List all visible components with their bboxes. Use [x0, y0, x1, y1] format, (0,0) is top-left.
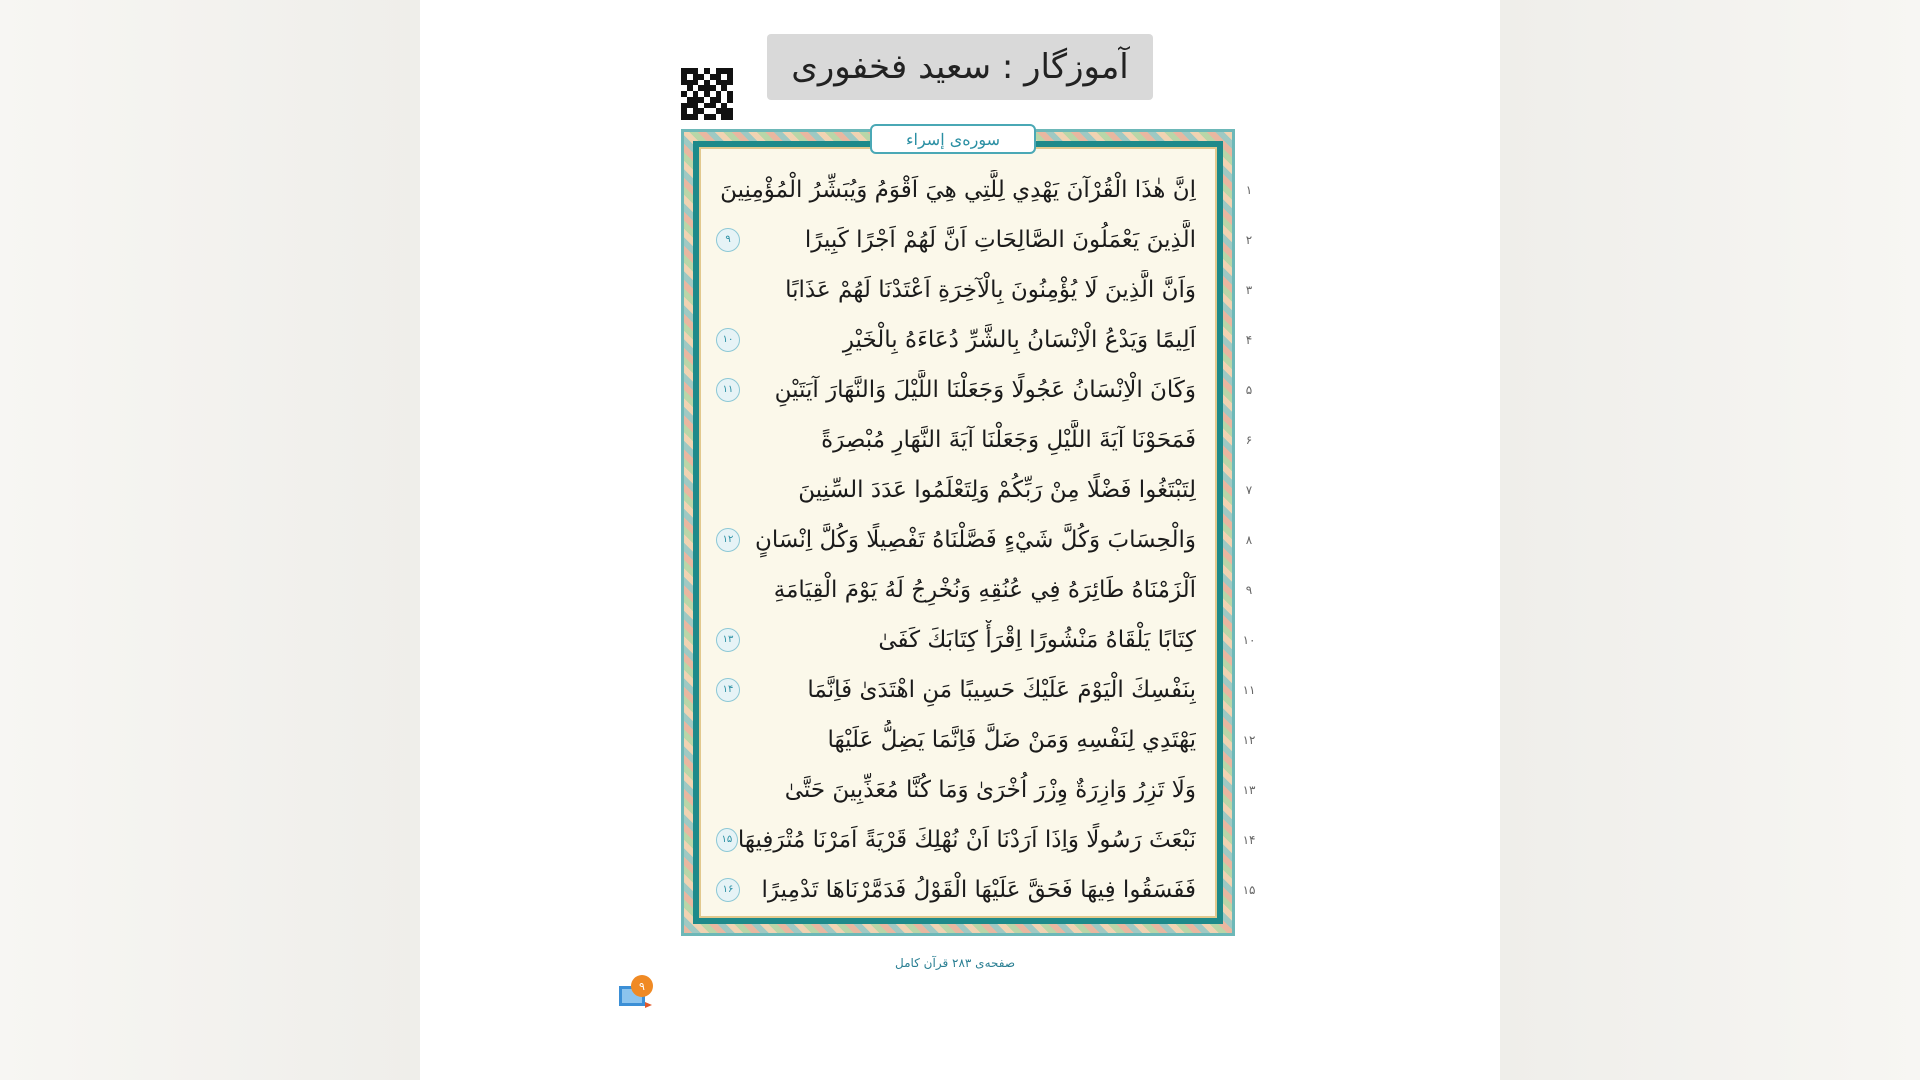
book-arrow-shape	[645, 1002, 652, 1008]
verse-text: لِتَبْتَغُوا فَضْلًا مِنْ رَبِّكُمْ وَلِتَعْلَمُوا عَدَدَ السِّنِينَ	[798, 477, 1196, 503]
verse-text: اَلْزَمْنَاهُ طَائِرَهُ فِي عُنُقِهِ وَنُخْرِجُ لَهُ يَوْمَ الْقِيَامَةِ	[773, 577, 1196, 603]
verse-line	[716, 570, 1196, 610]
verse-line	[716, 620, 1196, 660]
line-number: ۷	[1245, 483, 1253, 497]
verse-line	[716, 720, 1196, 760]
ayah-marker-icon: ۱۰	[716, 328, 740, 352]
verse-line	[716, 370, 1196, 410]
line-number: ۱۱	[1242, 683, 1256, 697]
line-number: ۱۴	[1242, 833, 1256, 847]
verse-text: يَهْتَدِي لِنَفْسِهِ وَمَنْ ضَلَّ فَاِنَّمَا يَضِلُّ عَلَيْهَا	[827, 727, 1196, 753]
verse-line	[716, 820, 1196, 860]
verse-line	[716, 170, 1196, 210]
verse-text: فَمَحَوْنَا آيَةَ اللَّيْلِ وَجَعَلْنَا آيَةَ النَّهَارِ مُبْصِرَةً	[821, 427, 1196, 453]
line-number: ۱۲	[1242, 733, 1256, 747]
verse-text: وَكَانَ الْاِنْسَانُ عَجُولًا وَجَعَلْنَا اللَّيْلَ وَالنَّهَارَ آيَتَيْنِ	[774, 377, 1196, 403]
line-number: ۱۵	[1242, 883, 1256, 897]
book-icon[interactable]	[616, 972, 658, 1012]
ayah-marker-icon: ۹	[716, 228, 740, 252]
ayah-marker-icon: ۱۵	[716, 828, 738, 852]
teacher-label: آموزگار : سعید فخفوری	[767, 34, 1153, 100]
background-left	[0, 0, 420, 1080]
verse-line	[716, 470, 1196, 510]
line-number: ۱۰	[1242, 633, 1256, 647]
verse-line	[716, 670, 1196, 710]
line-number: ۲	[1245, 233, 1253, 247]
verse-text: اِنَّ هٰذَا الْقُرْآنَ يَهْدِي لِلَّتِي هِيَ اَقْوَمُ وَيُبَشِّرُ الْمُؤْمِنِينَ	[720, 177, 1196, 203]
qr-code-icon[interactable]	[681, 68, 733, 120]
verse-text: كِتَابًا يَلْقَاهُ مَنْشُورًا اِقْرَأْ كِتَابَكَ كَفَىٰ	[878, 627, 1196, 653]
ayah-marker-icon: ۱۲	[716, 528, 740, 552]
ayah-marker-icon: ۱۳	[716, 628, 740, 652]
verse-line	[716, 520, 1196, 560]
background-right	[1500, 0, 1920, 1080]
verse-line	[716, 770, 1196, 810]
line-number: ۱۳	[1242, 783, 1256, 797]
verse-text: وَلَا تَزِرُ وَازِرَةٌ وِزْرَ اُخْرَىٰ وَمَا كُنَّا مُعَذِّبِينَ حَتَّىٰ	[784, 777, 1196, 803]
verse-line	[716, 320, 1196, 360]
line-number: ۵	[1245, 383, 1253, 397]
verse-line	[716, 220, 1196, 260]
line-number: ۳	[1245, 283, 1253, 297]
line-number: ۴	[1245, 333, 1253, 347]
verse-text: بِنَفْسِكَ الْيَوْمَ عَلَيْكَ حَسِيبًا مَنِ اهْتَدَىٰ فَاِنَّمَا	[807, 677, 1196, 703]
verse-text: فَفَسَقُوا فِيهَا فَحَقَّ عَلَيْهَا الْقَوْلُ فَدَمَّرْنَاهَا تَدْمِيرًا	[761, 877, 1196, 903]
line-number: ۸	[1245, 533, 1253, 547]
verse-line	[716, 420, 1196, 460]
verse-line	[716, 270, 1196, 310]
verse-text: وَالْحِسَابَ وَكُلَّ شَيْءٍ فَصَّلْنَاهُ تَفْصِيلًا وَكُلَّ اِنْسَانٍ	[754, 527, 1196, 553]
line-number: ۹	[1245, 583, 1253, 597]
verse-line	[716, 870, 1196, 910]
verse-text: الَّذِينَ يَعْمَلُونَ الصَّالِحَاتِ اَنَّ لَهُمْ اَجْرًا كَبِيرًا	[804, 227, 1196, 253]
surah-title: سوره‌ی إسراء	[870, 124, 1036, 154]
ayah-marker-icon: ۱۴	[716, 678, 740, 702]
line-number: ۱	[1245, 183, 1253, 197]
ayah-marker-icon: ۱۶	[716, 878, 740, 902]
verse-text: وَاَنَّ الَّذِينَ لَا يُؤْمِنُونَ بِالْآخِرَةِ اَعْتَدْنَا لَهُمْ عَذَابًا	[785, 277, 1196, 303]
ayah-marker-icon: ۱۱	[716, 378, 740, 402]
verse-text: اَلِيمًا وَيَدْعُ الْاِنْسَانُ بِالشَّرِّ دُعَاءَهُ بِالْخَيْرِ	[842, 327, 1196, 353]
verse-text: نَبْعَثَ رَسُولًا وَاِذَا اَرَدْنَا اَنْ نُهْلِكَ قَرْيَةً اَمَرْنَا مُتْرَفِيهَا	[737, 827, 1196, 853]
page-reference: صفحه‌ی ۲۸۳ قرآن کامل	[894, 956, 1016, 970]
page-number-text: ۹	[639, 980, 645, 993]
line-number: ۶	[1245, 433, 1253, 447]
